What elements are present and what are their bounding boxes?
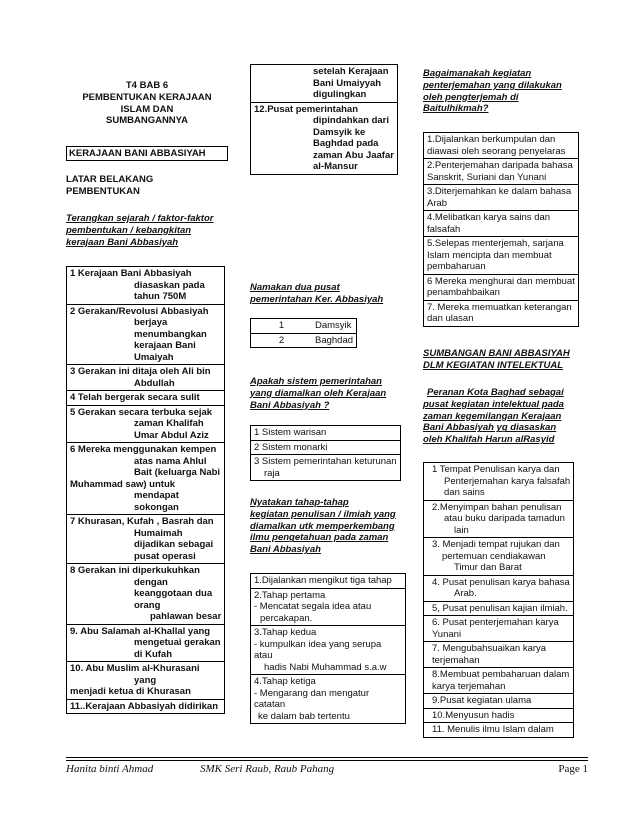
table-row: 10. Abu Muslim al-Khurasani yang menjadi ketua di Khurasan [67, 662, 225, 700]
table-row: 7. Mereka memuatkan keterangan dan ulasan [424, 300, 579, 326]
table-row: 8.Membuat pembaharuan dalam karya terjemahan [424, 668, 574, 694]
history-table-cont [250, 64, 398, 175]
table-row: 6. Pusat penterjemahan karya Yunani [424, 616, 574, 642]
background-heading-line: LATAR BELAKANG [66, 174, 154, 185]
table-row: 3.Tahap kedua - kumpulkan idea yang serupa atau hadis Nabi Muhammad s.a.w [251, 626, 406, 675]
background-heading-line: PEMBENTUKAN [66, 185, 140, 197]
question-line: Terangkan sejarah / faktor-faktor [66, 213, 214, 224]
footer-rule [66, 757, 588, 758]
table-row: 6 Mereka menghurai dan membuat penambahbaikan [424, 274, 579, 300]
table-row: 11..Kerajaan Abbasiyah didirikan [67, 699, 225, 714]
question-translation: Bagaimanakah kegiatan penterjemahan yang dilakukan oleh pengterjemah di Baitulhikmah? [423, 68, 562, 115]
table-row: 2 Baghdad [251, 333, 357, 348]
question-line: kerajaan Bani Abbasiyah [66, 236, 179, 248]
table-row: 5 Gerakan secara terbuka sejak zaman Khalifah Umar Abdul Aziz [67, 405, 225, 443]
chapter-title [66, 80, 228, 127]
table-row: 4. Pusat penulisan karya bahasa Arab. [424, 575, 574, 601]
centers-table [250, 318, 357, 348]
history-table [66, 266, 225, 714]
table-row: 4.Tahap ketiga - Mengarang dan mengatur catatan ke dalam bab tertentu [251, 675, 406, 724]
footer-school: SMK Seri Raub, Raub Pahang [200, 763, 335, 775]
table-row: 2.Penterjemahan daripada bahasa Sanskrit, Suriani dan Yunani [424, 159, 579, 185]
chapter-title-line: SUMBANGANNYA [106, 115, 188, 127]
page-footer [66, 760, 588, 777]
table-row: 12.Pusat pemerintahan dipindahkan dari Damsyik ke Baghdad pada zaman Abu Jaafar al-Mansur [251, 102, 398, 174]
question-system: Apakah sistem pemerintahan yang diamalkan oleh Kerajaan Bani Abbasiyah ? [250, 376, 387, 411]
question-history [66, 213, 228, 248]
table-row: 8 Gerakan ini diperkukuhkan dengan keanggotaan dua orang pahlawan besar [67, 564, 225, 625]
systems-table [250, 425, 401, 481]
question-baghdad: Peranan Kota Baghad sebagai pusat kegiatan intelektual pada zaman kegemilangan Kerajaan Bani Abbasiyah yg diasaskan oleh Khalifah Harun alRasyid [423, 387, 564, 446]
chapter-title-line: PEMBENTUKAN KERAJAAN [82, 91, 212, 103]
footer-page-number: Page 1 [558, 763, 588, 775]
baghdad-table [423, 462, 574, 738]
table-row: setelah Kerajaan Bani Umaiyyah digulingkan [251, 65, 398, 103]
table-row: 9.Pusat kegiatan ulama [424, 694, 574, 709]
contribution-heading: SUMBANGAN BANI ABBASIYAH DLM KEGIATAN INTELEKTUAL [423, 348, 570, 371]
table-row: 4 Telah bergerak secara sulit [67, 391, 225, 406]
table-row: 9. Abu Salamah al-Khallal yang mengetuai gerakan di Kufah [67, 624, 225, 662]
footer-author: Hanita binti Ahmad [66, 763, 154, 775]
table-row: 2.Menyimpan bahan penulisan atau buku daripada tamadun lain [424, 500, 574, 538]
table-row: 3 Sistem pemerintahan keturunan raja [251, 455, 401, 481]
table-row: 11. Menulis ilmu Islam dalam [424, 723, 574, 738]
table-row: 1.Dijalankan mengikut tiga tahap [251, 574, 406, 589]
stages-table [250, 573, 406, 724]
table-row: 1.Dijalankan berkumpulan dan diawasi oleh seorang penyelaras [424, 133, 579, 159]
table-row: 6 Mereka menggunakan kempen atas nama Ahlul Bait (keluarga Nabi Muhammad saw) untuk mendapat sokongan [67, 443, 225, 515]
chapter-title-line: T4 BAB 6 [125, 80, 169, 91]
table-row: 4.Melibatkan karya sains dan falsafah [424, 211, 579, 237]
question-stages: Nyatakan tahap-tahap kegiatan penulisan / ilmiah yang diamalkan utk memperkembang ilmu pengetahuan pada zaman Bani Abbasiyah [250, 497, 396, 556]
question-line: pembentukan / kebangkitan [66, 224, 192, 236]
section-box: KERAJAAN BANI ABBASIYAH [66, 146, 228, 161]
table-row: 2 Gerakan/Revolusi Abbasiyah berjaya menumbangkan kerajaan Bani Umaiyah [67, 304, 225, 365]
translation-table [423, 132, 579, 327]
question-centers: Namakan dua pusat pemerintahan Ker. Abbasiyah [250, 282, 384, 305]
table-row: 7. Mengubahsuaikan karya terjemahan [424, 642, 574, 668]
background-heading [66, 174, 228, 198]
table-row: 3 Gerakan ini ditaja oleh Ali bin Abdullah [67, 365, 225, 391]
table-row: 3. Menjadi tempat rujukan dan pertemuan cendiakawan Timur dan Barat [424, 538, 574, 576]
table-row: 5, Pusat penulisan kajian ilmiah. [424, 601, 574, 616]
table-row: 5.Selepas menterjemah, sarjana Islam mencipta dan membuat pembaharuan [424, 237, 579, 275]
table-row: 2.Tahap pertama - Mencatat segala idea atau percakapan. [251, 588, 406, 626]
table-row: 1 Sistem warisan [251, 426, 401, 441]
table-row: 3.Diterjemahkan ke dalam bahasa Arab [424, 185, 579, 211]
chapter-title-line: ISLAM DAN [120, 103, 174, 115]
table-row: 10.Menyusun hadis [424, 708, 574, 723]
table-row: 1 Tempat Penulisan karya dan Penterjemahan karya falsafah dan sains [424, 463, 574, 501]
table-row: 2 Sistem monarki [251, 440, 401, 455]
table-row: 1 Damsyik [251, 319, 357, 334]
table-row: 7 Khurasan, Kufah , Basrah dan Humaimah dijadikan sebagai pusat operasi [67, 515, 225, 564]
table-row: 1 Kerajaan Bani Abbasiyah diasaskan pada tahun 750M [67, 267, 225, 305]
